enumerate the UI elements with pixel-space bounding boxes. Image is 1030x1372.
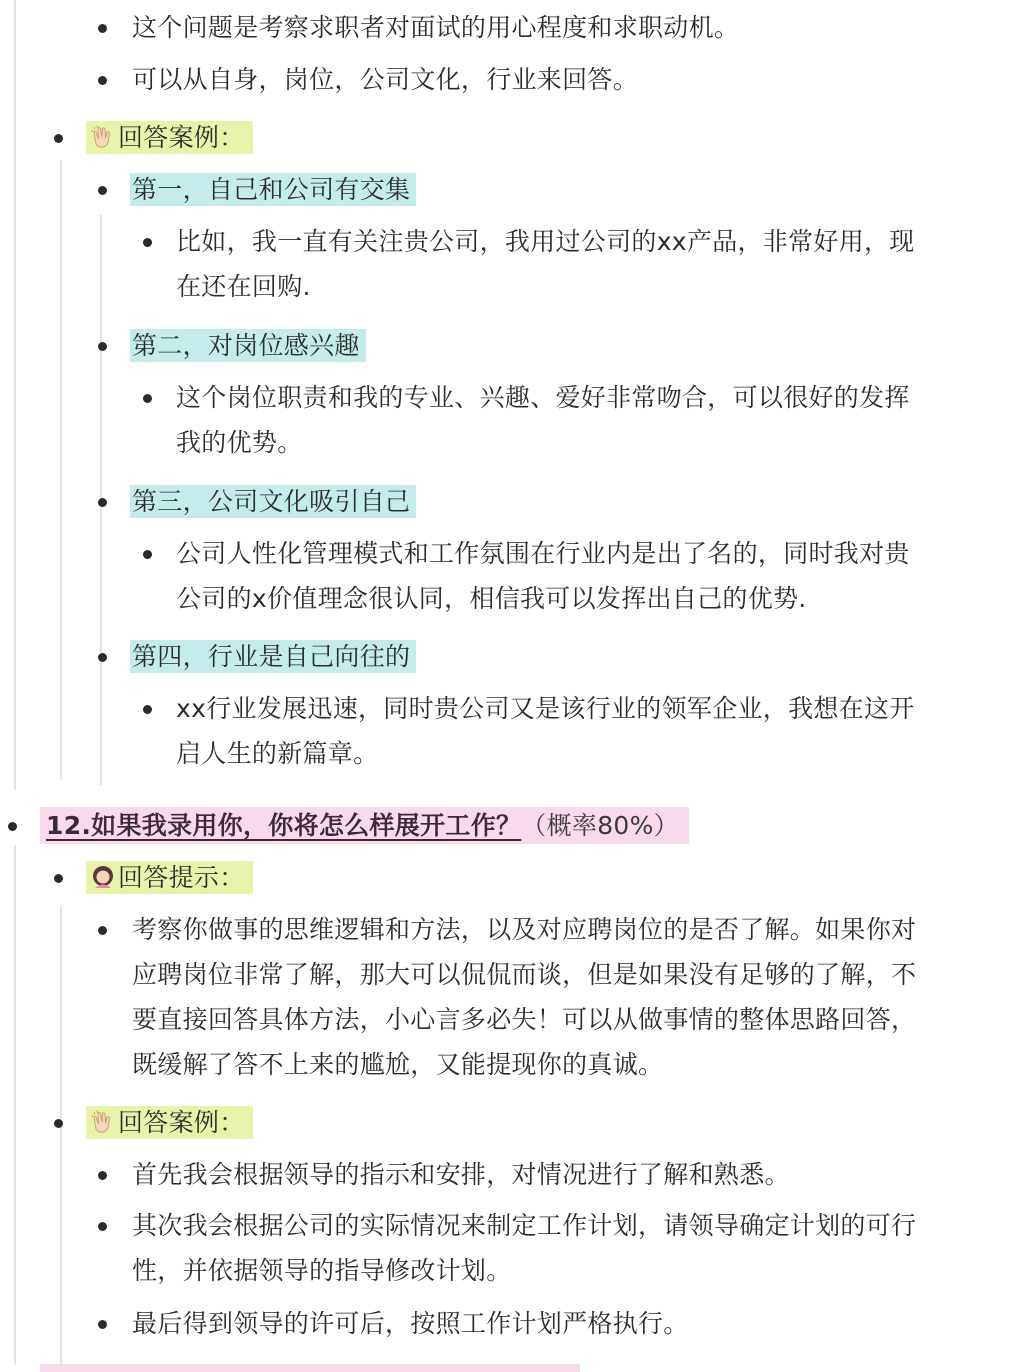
list-bullet (143, 705, 152, 714)
hint-label (86, 856, 253, 900)
point-heading (130, 324, 366, 368)
list-bullet (143, 238, 152, 247)
example-label-text: 回答案例： (118, 123, 245, 152)
list-bullet (98, 24, 107, 33)
tip-text: 这个问题是考察求职者对面试的用心程度和求职动机。 (132, 13, 740, 42)
list-bullet (143, 550, 152, 559)
list-bullet (54, 1119, 63, 1128)
list-bullet (143, 394, 152, 403)
list-bullet (54, 134, 63, 143)
example-label (86, 116, 253, 160)
woman-tipping-hand-icon (90, 864, 116, 890)
list-bullet (98, 342, 107, 351)
point-detail-line: 公司人性化管理模式和工作氛围在行业内是出了名的，同时我对贵 (176, 539, 910, 568)
answer-line: 性，并依据领导的指导修改计划。 (132, 1256, 512, 1285)
point-detail-line: 公司的x价值理念很认同，相信我可以发挥出自己的优势. (176, 584, 807, 613)
answer-line: 最后得到领导的许可后，按照工作计划严格执行。 (132, 1309, 689, 1338)
hint-line: 既缓解了答不上来的尴尬，又能提现你的真诚。 (132, 1050, 664, 1079)
point-detail-line: 比如，我一直有关注贵公司，我用过公司的xx产品，非常好用，现 (176, 227, 915, 256)
list-bullet (98, 1320, 107, 1329)
hint-label-text: 回答提示： (118, 863, 245, 892)
list-bullet (98, 498, 107, 507)
list-bullet (8, 822, 17, 831)
point-detail-line: xx行业发展迅速，同时贵公司又是该行业的领军企业，我想在这开 (176, 694, 915, 723)
point-detail-line: 我的优势。 (176, 428, 303, 457)
answer-line: 其次我会根据公司的实际情况来制定工作计划，请领导确定计划的可行 (132, 1211, 917, 1240)
point-heading-text: 第三，公司文化吸引自己 (130, 485, 416, 518)
question-probability: （概率80%） (521, 811, 679, 840)
list-bullet (98, 1222, 107, 1231)
list-bullet (54, 874, 63, 883)
list-bullet (98, 76, 107, 85)
indent-guide (60, 905, 62, 1365)
point-heading (130, 480, 416, 524)
example-label (86, 1101, 253, 1145)
next-question-highlight (40, 1364, 580, 1372)
question-title-row (40, 804, 689, 848)
list-bullet (98, 186, 107, 195)
point-detail-line: 这个岗位职责和我的专业、兴趣、爱好非常吻合，可以很好的发挥 (176, 383, 910, 412)
tip-text: 可以从自身，岗位，公司文化，行业来回答。 (132, 65, 639, 94)
question-title: 12.如果我录用你，你将怎么样展开工作？ (46, 811, 522, 840)
point-heading-text: 第一，自己和公司有交集 (130, 173, 416, 206)
hint-line: 考察你做事的思维逻辑和方法，以及对应聘岗位的是否了解。如果你对 (132, 915, 917, 944)
list-bullet (98, 1171, 107, 1180)
list-bullet (98, 926, 107, 935)
hint-line: 要直接回答具体方法，小心言多必失！可以从做事情的整体思路回答， (132, 1005, 917, 1034)
clapping-hands-icon (90, 124, 116, 150)
point-detail-line: 在还在回购. (176, 272, 311, 301)
point-heading-text: 第二，对岗位感兴趣 (130, 329, 366, 362)
answer-line: 首先我会根据领导的指示和安排，对情况进行了解和熟悉。 (132, 1160, 790, 1189)
example-label-text: 回答案例： (118, 1108, 245, 1137)
indent-guide (14, 0, 16, 790)
hint-line: 应聘岗位非常了解，那大可以侃侃而谈，但是如果没有足够的了解，不 (132, 960, 917, 989)
point-heading (130, 635, 416, 679)
list-bullet (98, 653, 107, 662)
point-heading (130, 168, 416, 212)
clapping-hands-icon (90, 1109, 116, 1135)
point-heading-text: 第四，行业是自己向往的 (130, 640, 416, 673)
indent-guide (14, 845, 16, 1365)
indent-guide (60, 160, 62, 780)
point-detail-line: 启人生的新篇章。 (176, 739, 379, 768)
